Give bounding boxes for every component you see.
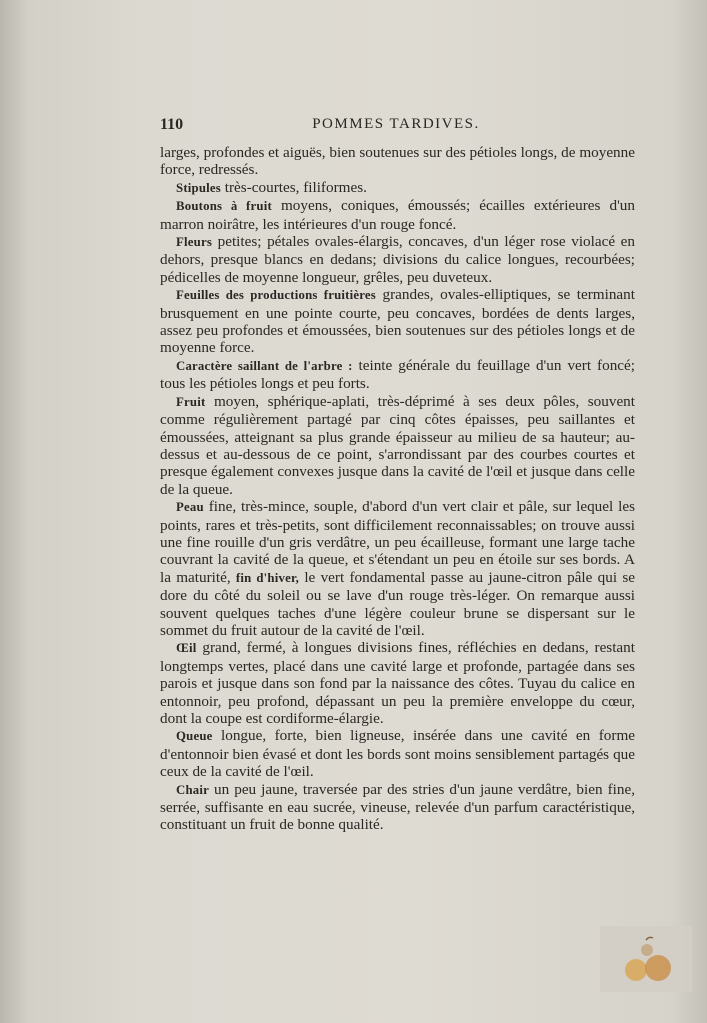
- term-chair: Chair: [176, 782, 209, 797]
- library-stamp-image: [600, 926, 692, 992]
- term-oeil: Œil: [176, 641, 197, 656]
- paragraph-text: moyen, sphérique-aplati, très-déprimé à ses deux pôles, souvent comme régulièrement partagé par cinq côtes épaisses, peu saillantes et émoussées, atteignant sa plus grande épaisseur au milieu de sa hauteur; au-dessus et au-dessous de ce point, s'arrondissant par des courbes courtes et presque également convexes jusque dans la cavité de l'œil et jusque dans celle de la queue.: [160, 392, 635, 498]
- paragraph-oeil: [160, 639, 635, 727]
- term-fin-hiver: fin d'hiver,: [235, 570, 300, 585]
- paragraph-text: longue, forte, bien ligneuse, insérée dans une cavité en forme d'entonnoir bien évasé et dont les bords sont moins sensiblement partagés que ceux de la cavité de l'œil.: [160, 727, 635, 781]
- page-number: 110: [160, 116, 184, 133]
- paragraph-text: moyens, coniques, émoussés; écailles extérieures d'un marron noirâtre, les intérieures d'un rouge foncé.: [160, 197, 635, 233]
- term-peau: Peau: [176, 500, 204, 515]
- term-boutons: Boutons à fruit: [176, 199, 272, 214]
- paragraph-text: grandes, ovales-elliptiques, se terminant brusquement en une pointe courte, peu concaves, bordées de dents larges, assez peu profondes et émoussées, bien soutenues sur des pétioles longs et de moyenne force.: [160, 286, 635, 357]
- paragraph-stipules: [160, 179, 635, 197]
- page-header: [160, 116, 632, 138]
- paragraph-queue: [160, 727, 635, 780]
- paragraph-text: un peu jaune, traversée par des stries d'un jaune verdâtre, bien fine, serrée, suffisante en eau sucrée, vineuse, relevée d'un parfum caractéristique, constituant un fruit de bonne qualité.: [160, 780, 635, 834]
- term-feuilles: Feuilles des productions fruitières: [176, 288, 376, 303]
- paragraph-continued: [160, 144, 635, 179]
- paragraph-feuilles: [160, 286, 635, 357]
- fruit-stamp-icon: [600, 926, 692, 992]
- term-stipules: Stipules: [176, 180, 221, 195]
- body-text: [160, 144, 635, 834]
- running-title: POMMES TARDIVES.: [312, 116, 480, 132]
- paragraph-text: petites; pétales ovales-élargis, concaves, d'un léger rose violacé en dehors, presque blancs en dedans; divisions du calice longues, recourbées; pédicelles de moyenne longueur, grêles, peu duveteux.: [160, 233, 635, 286]
- paragraph-caractere: [160, 357, 635, 393]
- term-queue: Queue: [176, 729, 213, 744]
- paragraph-boutons: [160, 197, 635, 233]
- paragraph-text: le vert fondamental passe au jaune-citron pâle qui se dore du côté du soleil ou se lave d'un rouge très-léger. On remarque aussi souvent quelques taches d'une légère couleur brune se dispersant sur le sommet du fruit autour de la cavité de l'œil.: [160, 568, 635, 639]
- term-fruit: Fruit: [176, 394, 206, 409]
- term-fleurs: Fleurs: [176, 235, 213, 250]
- term-caractere: Caractère saillant de l'arbre :: [176, 358, 353, 373]
- paragraph-text: larges, profondes et aiguës, bien soutenues sur des pétioles longs, de moyenne force, redressés.: [160, 144, 635, 179]
- paragraph-text: teinte générale du feuillage d'un vert foncé; tous les pétioles longs et peu forts.: [160, 356, 636, 393]
- paragraph-chair: [160, 781, 635, 834]
- paragraph-peau: [160, 498, 635, 639]
- paragraph-text: très-courtes, filiformes.: [220, 178, 367, 196]
- paragraph-text: grand, fermé, à longues divisions fines, réfléchies en dedans, restant longtemps vertes, placé dans une cavité large et profonde, partagée dans ses parois et jusque dans son fond par la naissance des côtes. Tuyau du calice en entonnoir, peu profond, dépassant un peu la première enveloppe du cœur, dont la coupe est cordiforme-élargie.: [160, 639, 635, 727]
- paragraph-text: fine, très-mince, souple, d'abord d'un vert clair et pâle, sur lequel les points, rares et très-petits, sont difficilement reconnaissables; on trouve aussi une fine rouille d'un gris verdâtre, un peu écailleuse, formant une large tache couvrant la cavité de la queue, et s'étendant un peu en étoile sur ses bords. A la maturité,: [160, 498, 635, 586]
- paragraph-fleurs: [160, 233, 635, 286]
- paragraph-fruit: [160, 393, 635, 498]
